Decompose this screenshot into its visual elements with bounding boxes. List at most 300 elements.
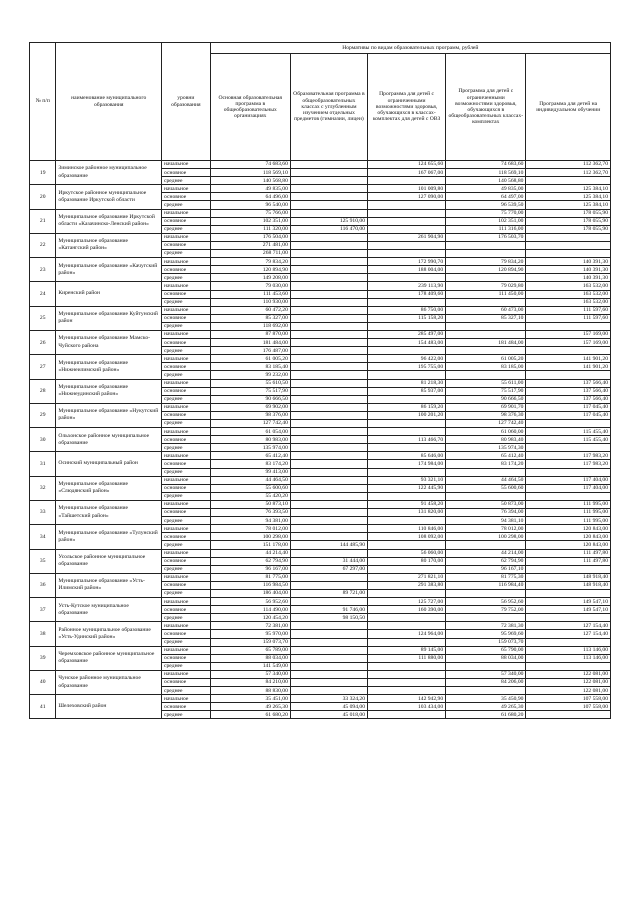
education-level: среднее (162, 420, 211, 428)
value-cell-col-1: 83 174,20 (210, 460, 290, 468)
value-cell-col-2 (290, 371, 367, 379)
education-level: среднее (162, 492, 211, 500)
value-cell-col-3 (367, 177, 445, 185)
value-cell-col-2 (290, 411, 367, 419)
value-cell-col-3: 142 942,90 (367, 695, 445, 703)
value-cell-col-4 (446, 298, 526, 306)
value-cell-col-2: 45 094,00 (290, 703, 367, 711)
value-cell-col-1: 111 453,60 (210, 290, 290, 298)
value-cell-col-3: 89 145,00 (367, 646, 445, 654)
value-cell-col-2 (290, 509, 367, 517)
value-cell-col-4 (446, 322, 526, 330)
value-cell-col-4: 62 794,90 (446, 557, 526, 565)
education-level: начальное (162, 209, 211, 217)
value-cell-col-1: 127 742,40 (210, 420, 290, 428)
value-cell-col-1: 116 984,50 (210, 581, 290, 589)
education-level: начальное (162, 670, 211, 678)
municipality-name: Муниципальное образование «Слюдянский район» (56, 476, 162, 500)
value-cell-col-4: 111 316,00 (446, 225, 526, 233)
value-cell-col-3: 167 067,00 (367, 169, 445, 177)
value-cell-col-1: 75 517,90 (210, 387, 290, 395)
value-cell-col-1: 99 232,00 (210, 371, 290, 379)
value-cell-col-3: 239 113,90 (367, 282, 445, 290)
row-index: 23 (30, 258, 56, 282)
education-level: начальное (162, 476, 211, 484)
header-col-4: Программа для детей с ограниченными возможностями здоровья, обучающихся в общеобразовательных классах-комплектах (446, 54, 526, 161)
value-cell-col-2: 67 297,00 (290, 565, 367, 573)
value-cell-col-5: 117 404,00 (526, 476, 611, 484)
education-level: среднее (162, 347, 211, 355)
value-cell-col-3 (367, 492, 445, 500)
row-index: 30 (30, 428, 56, 452)
row-index: 22 (30, 233, 56, 257)
municipality-name: Муниципальное образование «Тулунский район» (56, 525, 162, 549)
value-cell-col-2 (290, 274, 367, 282)
value-cell-col-5: 149 547,10 (526, 598, 611, 606)
value-cell-col-1: 120 454,20 (210, 614, 290, 622)
value-cell-col-3: 125 727,00 (367, 598, 445, 606)
value-cell-col-2 (290, 468, 367, 476)
value-cell-col-3: 172 990,70 (367, 258, 445, 266)
value-cell-col-1: 61 680,20 (210, 711, 290, 719)
value-cell-col-1: 79 030,00 (210, 282, 290, 290)
municipality-name: Муниципальное образование «Тайшетский район» (56, 500, 162, 524)
table-row (30, 282, 611, 290)
value-cell-col-4: 84 206,00 (446, 679, 526, 687)
value-cell-col-4: 56 952,60 (446, 598, 526, 606)
value-cell-col-5: 112 362,70 (526, 169, 611, 177)
value-cell-col-1: 76 393,50 (210, 509, 290, 517)
value-cell-col-1: 85 327,00 (210, 314, 290, 322)
education-level: основное (162, 679, 211, 687)
value-cell-col-3 (367, 225, 445, 233)
value-cell-col-4: 79 752,00 (446, 606, 526, 614)
value-cell-col-5: 111 995,00 (526, 500, 611, 508)
education-level: среднее (162, 541, 211, 549)
value-cell-col-1: 81 775,00 (210, 573, 290, 581)
value-cell-col-3: 122 445,90 (367, 484, 445, 492)
value-cell-col-4: 72 381,30 (446, 622, 526, 630)
education-level: основное (162, 460, 211, 468)
header-col-2: Образовательная программа в общеобразовательных классах с углубленным изучением отдельных предметов (гимназии, лицеи) (290, 54, 367, 161)
table-row (30, 233, 611, 241)
value-cell-col-5: 111 995,00 (526, 509, 611, 517)
value-cell-col-1: 186 404,00 (210, 589, 290, 597)
standards-table (29, 42, 611, 719)
table-row (30, 598, 611, 606)
value-cell-col-5: 125 384,10 (526, 201, 611, 209)
value-cell-col-5 (526, 371, 611, 379)
education-level: начальное (162, 549, 211, 557)
row-index: 24 (30, 282, 56, 306)
value-cell-col-1: 95 970,00 (210, 630, 290, 638)
value-cell-col-3 (367, 468, 445, 476)
education-level: среднее (162, 565, 211, 573)
value-cell-col-1: 88 830,00 (210, 687, 290, 695)
value-cell-col-2 (290, 484, 367, 492)
value-cell-col-4: 61 005,20 (446, 355, 526, 363)
value-cell-col-1: 140 568,80 (210, 177, 290, 185)
value-cell-col-5: 137 566,40 (526, 395, 611, 403)
value-cell-col-4 (446, 468, 526, 476)
education-level: среднее (162, 638, 211, 646)
municipality-name: Осинский муниципальный район (56, 452, 162, 476)
value-cell-col-5 (526, 565, 611, 573)
education-level: основное (162, 581, 211, 589)
value-cell-col-4: 90 666,50 (446, 395, 526, 403)
education-level: основное (162, 557, 211, 565)
value-cell-col-2 (290, 233, 367, 241)
value-cell-col-5: 111 995,00 (526, 517, 611, 525)
value-cell-col-2 (290, 444, 367, 452)
value-cell-col-5: 163 532,00 (526, 282, 611, 290)
value-cell-col-3 (367, 589, 445, 597)
value-cell-col-5: 111 497,80 (526, 557, 611, 565)
education-level: начальное (162, 525, 211, 533)
value-cell-col-5 (526, 241, 611, 249)
value-cell-col-1: 151 178,00 (210, 541, 290, 549)
value-cell-col-1: 49 265,30 (210, 703, 290, 711)
education-level: среднее (162, 225, 211, 233)
value-cell-col-1: 64 496,00 (210, 193, 290, 201)
value-cell-col-1: 268 711,00 (210, 250, 290, 258)
value-cell-col-4: 55 611,00 (446, 379, 526, 387)
value-cell-col-1: 135 974,00 (210, 444, 290, 452)
education-level: среднее (162, 468, 211, 476)
row-index: 41 (30, 695, 56, 719)
row-index: 38 (30, 622, 56, 646)
value-cell-col-3: 174 984,00 (367, 460, 445, 468)
education-level: среднее (162, 322, 211, 330)
value-cell-col-3: 154 483,00 (367, 339, 445, 347)
value-cell-col-1: 83 185,40 (210, 363, 290, 371)
table-row (30, 428, 611, 436)
value-cell-col-5 (526, 589, 611, 597)
value-cell-col-5: 122 081,00 (526, 687, 611, 695)
value-cell-col-3 (367, 711, 445, 719)
value-cell-col-3 (367, 395, 445, 403)
value-cell-col-3 (367, 250, 445, 258)
education-level: основное (162, 533, 211, 541)
value-cell-col-1: 149 208,00 (210, 274, 290, 282)
value-cell-col-2 (290, 492, 367, 500)
value-cell-col-5: 122 081,00 (526, 679, 611, 687)
value-cell-col-3 (367, 201, 445, 209)
value-cell-col-3: 103 434,00 (367, 703, 445, 711)
table-row (30, 209, 611, 217)
row-index: 33 (30, 500, 56, 524)
municipality-name: Муниципальное образование «Катангский район» (56, 233, 162, 257)
value-cell-col-4: 127 742,40 (446, 420, 526, 428)
value-cell-col-5 (526, 614, 611, 622)
value-cell-col-2 (290, 549, 367, 557)
value-cell-col-2 (290, 500, 367, 508)
value-cell-col-2 (290, 646, 367, 654)
education-level: основное (162, 217, 211, 225)
education-level: основное (162, 314, 211, 322)
municipality-name: Муниципальное образование «Нукутский район» (56, 403, 162, 427)
value-cell-col-3 (367, 687, 445, 695)
value-cell-col-2 (290, 460, 367, 468)
value-cell-col-3: 115 158,20 (367, 314, 445, 322)
value-cell-col-4: 159 073,70 (446, 638, 526, 646)
value-cell-col-2 (290, 355, 367, 363)
education-level: начальное (162, 428, 211, 436)
value-cell-col-2: 45 018,00 (290, 711, 367, 719)
education-level: среднее (162, 371, 211, 379)
municipality-name: Муниципальное образование «Усть-Илимский район» (56, 573, 162, 597)
value-cell-col-2 (290, 161, 367, 169)
value-cell-col-5: 107 558,00 (526, 703, 611, 711)
header-level: уровни образования (162, 43, 211, 161)
value-cell-col-4: 95 969,60 (446, 630, 526, 638)
value-cell-col-1: 118 569,10 (210, 169, 290, 177)
value-cell-col-2 (290, 581, 367, 589)
value-cell-col-4 (446, 241, 526, 249)
value-cell-col-2 (290, 662, 367, 670)
value-cell-col-1: 44 464,50 (210, 476, 290, 484)
header-index: № п/п (30, 43, 56, 161)
value-cell-col-4: 57 340,00 (446, 670, 526, 678)
value-cell-col-5: 117 045,40 (526, 411, 611, 419)
value-cell-col-4: 60 473,00 (446, 306, 526, 314)
value-cell-col-5: 112 362,70 (526, 161, 611, 169)
value-cell-col-5: 178 055,90 (526, 209, 611, 217)
value-cell-col-5: 117 983,20 (526, 452, 611, 460)
value-cell-col-2 (290, 403, 367, 411)
value-cell-col-4 (446, 662, 526, 670)
value-cell-col-1: 94 381,00 (210, 517, 290, 525)
value-cell-col-5: 127 154,40 (526, 622, 611, 630)
value-cell-col-1: 65 412,40 (210, 452, 290, 460)
value-cell-col-4: 65 412,40 (446, 452, 526, 460)
education-level: начальное (162, 282, 211, 290)
value-cell-col-2 (290, 517, 367, 525)
value-cell-col-2: 91 746,00 (290, 606, 367, 614)
value-cell-col-5: 117 404,00 (526, 484, 611, 492)
value-cell-col-5: 140 391,30 (526, 266, 611, 274)
value-cell-col-2: 31 444,00 (290, 557, 367, 565)
municipality-name: Зиминское районное муниципальное образование (56, 161, 162, 185)
value-cell-col-3: 110 846,00 (367, 525, 445, 533)
value-cell-col-2: 98 150,50 (290, 614, 367, 622)
education-level: начальное (162, 161, 211, 169)
row-index: 21 (30, 209, 56, 233)
education-level: основное (162, 241, 211, 249)
value-cell-col-3: 100 201,20 (367, 411, 445, 419)
value-cell-col-1: 69 902,00 (210, 403, 290, 411)
municipality-name: Чунское районное муниципальное образование (56, 670, 162, 694)
value-cell-col-3 (367, 209, 445, 217)
value-cell-col-2 (290, 436, 367, 444)
table-row (30, 306, 611, 314)
value-cell-col-5 (526, 420, 611, 428)
value-cell-col-2 (290, 241, 367, 249)
value-cell-col-5 (526, 233, 611, 241)
standards-table-page (29, 42, 611, 719)
value-cell-col-1: 114 490,00 (210, 606, 290, 614)
value-cell-col-3: 178 409,60 (367, 290, 445, 298)
value-cell-col-5: 140 391,30 (526, 258, 611, 266)
education-level: основное (162, 290, 211, 298)
value-cell-col-4: 88 034,00 (446, 654, 526, 662)
value-cell-col-5 (526, 444, 611, 452)
value-cell-col-3 (367, 298, 445, 306)
value-cell-col-3 (367, 638, 445, 646)
education-level: начальное (162, 379, 211, 387)
value-cell-col-2 (290, 298, 367, 306)
row-index: 26 (30, 330, 56, 354)
value-cell-col-2 (290, 330, 367, 338)
value-cell-col-2: 33 324,20 (290, 695, 367, 703)
value-cell-col-3: 124 964,00 (367, 630, 445, 638)
value-cell-col-3: 81 218,30 (367, 379, 445, 387)
value-cell-col-5: 127 154,40 (526, 630, 611, 638)
municipality-name: Киренский район (56, 282, 162, 306)
value-cell-col-5: 120 843,00 (526, 533, 611, 541)
value-cell-col-3: 291 383,80 (367, 581, 445, 589)
value-cell-col-2 (290, 420, 367, 428)
value-cell-col-4 (446, 589, 526, 597)
value-cell-col-4: 64 497,00 (446, 193, 526, 201)
value-cell-col-3: 96 422,00 (367, 355, 445, 363)
value-cell-col-4: 78 012,00 (446, 525, 526, 533)
value-cell-col-2 (290, 598, 367, 606)
value-cell-col-1: 57 340,00 (210, 670, 290, 678)
value-cell-col-3 (367, 217, 445, 225)
table-row (30, 695, 611, 703)
value-cell-col-3 (367, 614, 445, 622)
value-cell-col-4: 80 983,40 (446, 436, 526, 444)
value-cell-col-5: 149 547,10 (526, 606, 611, 614)
value-cell-col-1: 55 420,20 (210, 492, 290, 500)
municipality-name: Муниципальное образование «Нижнеилимский район» (56, 355, 162, 379)
education-level: среднее (162, 395, 211, 403)
value-cell-col-3 (367, 517, 445, 525)
value-cell-col-3 (367, 420, 445, 428)
value-cell-col-2 (290, 339, 367, 347)
education-level: начальное (162, 403, 211, 411)
value-cell-col-3: 271 821,10 (367, 573, 445, 581)
education-level: среднее (162, 177, 211, 185)
value-cell-col-1: 60 472,20 (210, 306, 290, 314)
value-cell-col-5: 111 597,60 (526, 314, 611, 322)
value-cell-col-5 (526, 347, 611, 355)
value-cell-col-4: 96 539,50 (446, 201, 526, 209)
value-cell-col-5 (526, 250, 611, 258)
education-level: среднее (162, 687, 211, 695)
table-row (30, 185, 611, 193)
value-cell-col-3: 131 820,00 (367, 509, 445, 517)
row-index: 28 (30, 379, 56, 403)
value-cell-col-2 (290, 185, 367, 193)
value-cell-col-5: 113 146,00 (526, 646, 611, 654)
value-cell-col-2 (290, 306, 367, 314)
value-cell-col-3: 86 750,00 (367, 306, 445, 314)
value-cell-col-4 (446, 347, 526, 355)
value-cell-col-5: 122 081,00 (526, 670, 611, 678)
value-cell-col-1: 79 834,20 (210, 258, 290, 266)
value-cell-col-5: 120 843,00 (526, 541, 611, 549)
header-name: наименование муниципального образования (56, 43, 162, 161)
value-cell-col-4: 83 185,00 (446, 363, 526, 371)
value-cell-col-2 (290, 250, 367, 258)
row-index: 19 (30, 161, 56, 185)
value-cell-col-1: 87 870,00 (210, 330, 290, 338)
value-cell-col-5: 111 597,60 (526, 306, 611, 314)
municipality-name: Муниципальное образование «Качугский район» (56, 258, 162, 282)
value-cell-col-1: 176 487,00 (210, 347, 290, 355)
value-cell-col-3: 56 060,00 (367, 549, 445, 557)
value-cell-col-2 (290, 347, 367, 355)
row-index: 36 (30, 573, 56, 597)
value-cell-col-2: 116 470,00 (290, 225, 367, 233)
value-cell-col-4: 61 060,00 (446, 428, 526, 436)
value-cell-col-2 (290, 314, 367, 322)
table-row (30, 330, 611, 338)
value-cell-col-1: 111 320,00 (210, 225, 290, 233)
value-cell-col-4: 76 394,00 (446, 509, 526, 517)
value-cell-col-3: 85 646,00 (367, 452, 445, 460)
table-row (30, 161, 611, 169)
value-cell-col-3 (367, 322, 445, 330)
table-row (30, 258, 611, 266)
value-cell-col-1: 78 012,00 (210, 525, 290, 533)
header-col-1: Основная образовательная программа в общеобразовательных организациях (210, 54, 290, 161)
value-cell-col-2 (290, 654, 367, 662)
value-cell-col-2 (290, 290, 367, 298)
value-cell-col-5: 120 843,00 (526, 525, 611, 533)
value-cell-col-2 (290, 363, 367, 371)
value-cell-col-5: 178 055,90 (526, 225, 611, 233)
value-cell-col-5: 117 045,40 (526, 403, 611, 411)
municipality-name: Черемховское районное муниципальное образование (56, 646, 162, 670)
municipality-name: Иркутское районное муниципальное образование Иркутской области (56, 185, 162, 209)
value-cell-col-1: 88 034,00 (210, 654, 290, 662)
value-cell-col-1: 159 073,70 (210, 638, 290, 646)
row-index: 39 (30, 646, 56, 670)
value-cell-col-4 (446, 371, 526, 379)
value-cell-col-4: 44 214,00 (446, 549, 526, 557)
value-cell-col-3: 113 466,70 (367, 436, 445, 444)
education-level: среднее (162, 517, 211, 525)
table-row (30, 379, 611, 387)
value-cell-col-1: 55 600,60 (210, 484, 290, 492)
value-cell-col-5: 140 391,30 (526, 274, 611, 282)
value-cell-col-1: 141 549,00 (210, 662, 290, 670)
municipality-name: Ольхонское районное муниципальное образование (56, 428, 162, 452)
row-index: 37 (30, 598, 56, 622)
municipality-name: Муниципальное образование Иркутской области «Казачинско-Ленский район» (56, 209, 162, 233)
value-cell-col-4: 44 464,50 (446, 476, 526, 484)
value-cell-col-2: 125 910,00 (290, 217, 367, 225)
value-cell-col-2 (290, 266, 367, 274)
value-cell-col-5 (526, 322, 611, 330)
value-cell-col-4: 111 450,00 (446, 290, 526, 298)
value-cell-col-4: 69 901,70 (446, 403, 526, 411)
value-cell-col-2 (290, 525, 367, 533)
value-cell-col-2 (290, 679, 367, 687)
value-cell-col-1: 176 504,00 (210, 233, 290, 241)
row-index: 20 (30, 185, 56, 209)
value-cell-col-4 (446, 330, 526, 338)
value-cell-col-4: 98 376,30 (446, 411, 526, 419)
value-cell-col-3: 124 655,60 (367, 161, 445, 169)
value-cell-col-4 (446, 541, 526, 549)
value-cell-col-1: 75 766,00 (210, 209, 290, 217)
value-cell-col-5: 141 901,20 (526, 355, 611, 363)
value-cell-col-5: 137 566,40 (526, 379, 611, 387)
